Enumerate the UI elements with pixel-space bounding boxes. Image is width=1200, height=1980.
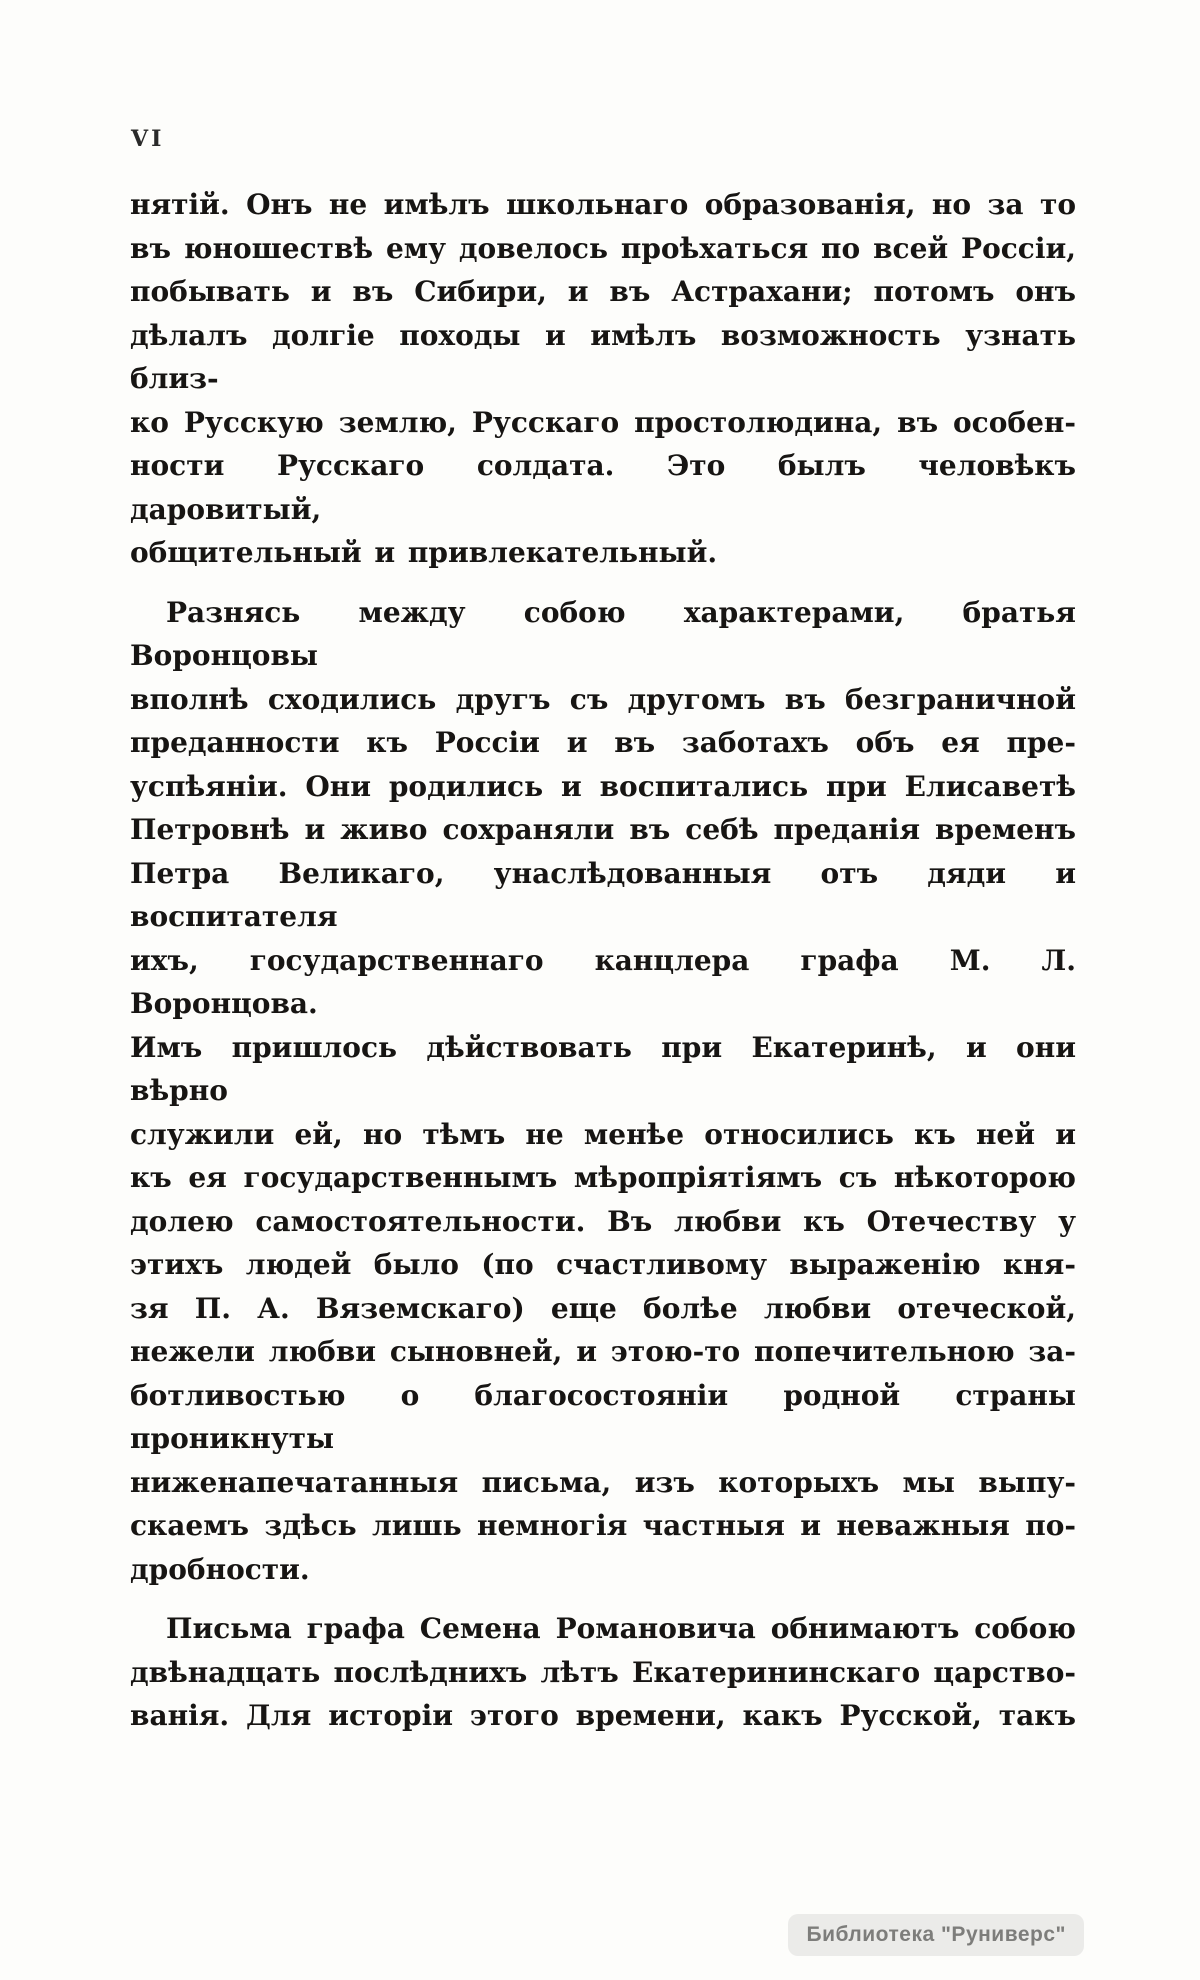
text-line: ниженапечатанныя письма, изъ которыхъ мы выпу-: [130, 1465, 1076, 1499]
text-line: ванія. Для исторіи этого времени, какъ Русской, такъ: [130, 1699, 1076, 1732]
text-line: Письма графа Семена Романовича обнимаютъ собою: [166, 1612, 1076, 1645]
text-line: Разнясь между собою характерами, братья Воронцовы: [130, 595, 1076, 672]
text-line: дѣлалъ долгіе походы и имѣлъ возможность узнать близ-: [130, 318, 1076, 395]
text-line: Имъ пришлось дѣйствовать при Екатеринѣ, и они вѣрно: [130, 1030, 1076, 1107]
text-line: ботливостью о благосостояніи родной страны проникнуты: [130, 1378, 1076, 1455]
text-line: ности Русскаго солдата. Это былъ человѣкъ даровитый,: [130, 449, 1076, 526]
text-line: побывать и въ Сибири, и въ Астрахани; потомъ онъ: [130, 275, 1076, 308]
text-line: дробности.: [130, 1552, 310, 1586]
text-line: нежели любви сыновней, и этою-то попечительною за-: [130, 1335, 1076, 1368]
watermark-badge: [788, 1914, 1084, 1956]
text-line: зя П. А. Вяземскаго) еще болѣе любви отеческой,: [130, 1291, 1076, 1325]
text-line: преданности къ Россіи и въ заботахъ объ ея пре-: [130, 726, 1076, 759]
paragraph: [130, 1607, 1076, 1738]
text-line: ихъ, государственнаго канцлера графа М. Л. Воронцова.: [130, 943, 1076, 1020]
text-line: общительный и привлекательный.: [130, 536, 718, 569]
text-block: [130, 183, 1076, 1754]
text-line: въ юношествѣ ему довелось проѣхаться по всей Россіи,: [130, 231, 1076, 265]
text-line: двѣнадцать послѣднихъ лѣтъ Екатерининскаго царство-: [130, 1655, 1076, 1689]
text-line: вполнѣ сходились другъ съ другомъ въ безграничной: [130, 682, 1076, 716]
text-line: скаемъ здѣсь лишь немногія частныя и неважныя по-: [130, 1509, 1076, 1542]
text-line: служили ей, но тѣмъ не менѣе относились къ ней и: [130, 1117, 1076, 1151]
text-line: этихъ людей было (по счастливому выраженію кня-: [130, 1248, 1076, 1281]
text-line: успѣяніи. Они родились и воспитались при Елисаветѣ: [130, 769, 1076, 803]
text-line: Петровнѣ и живо сохраняли въ себѣ преданія временъ: [130, 813, 1076, 846]
text-line: долею самостоятельности. Въ любви къ Отечеству у: [130, 1204, 1076, 1238]
page-number: VI: [131, 126, 165, 152]
text-line: Петра Великаго, унаслѣдованныя отъ дяди и воспитателя: [130, 856, 1076, 933]
paragraph: [130, 183, 1076, 575]
text-line: ко Русскую землю, Русскаго простолюдина, въ особен-: [130, 405, 1076, 439]
text-line: нятій. Онъ не имѣлъ школьнаго образованія, но за то: [130, 188, 1076, 221]
paragraph: [130, 591, 1076, 1592]
watermark-label: Библиотека "Руниверс": [806, 1923, 1066, 1946]
text-line: къ ея государственнымъ мѣропріятіямъ съ нѣкоторою: [130, 1161, 1076, 1194]
